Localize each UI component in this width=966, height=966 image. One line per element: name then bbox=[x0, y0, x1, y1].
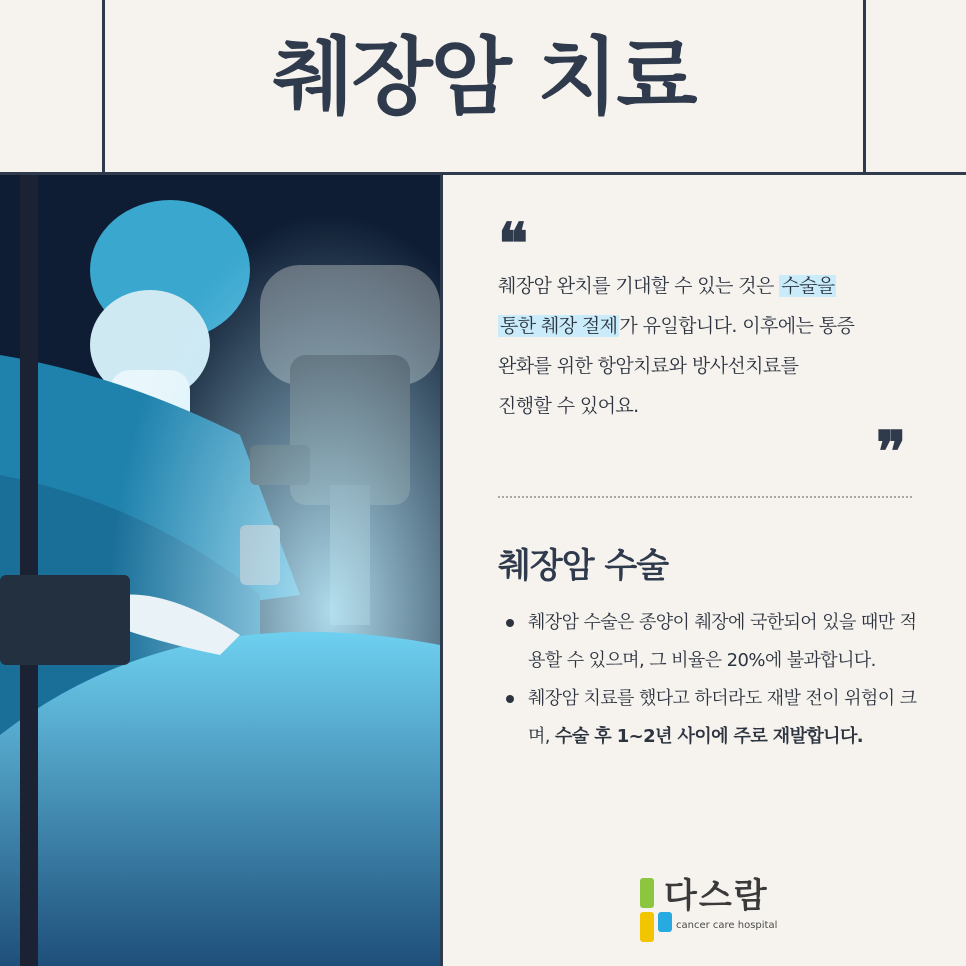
bullet-text: 췌장암 수술은 종양이 췌장에 국한되어 있을 때만 적용할 수 있으며, 그 비율은 20%에 불과합니다. bbox=[528, 612, 917, 671]
page-title: 췌장암 치료 bbox=[272, 28, 696, 126]
dotted-divider bbox=[498, 496, 912, 498]
surgery-illustration bbox=[0, 175, 440, 966]
quote-line3: 완화를 위한 항암치료와 방사선치료를 bbox=[498, 355, 799, 377]
list-item bbox=[498, 604, 918, 680]
bullet-icon bbox=[506, 619, 514, 627]
close-quote-icon: ❞ bbox=[876, 419, 907, 485]
bullet-text-bold: 수술 후 1~2년 사이에 주로 재발합니다. bbox=[555, 726, 863, 747]
list-item bbox=[498, 680, 918, 756]
logo-tagline: cancer care hospital bbox=[676, 920, 778, 931]
hospital-logo bbox=[640, 876, 800, 946]
quote-line1-pre: 췌장암 완치를 기대할 수 있는 것은 bbox=[498, 275, 780, 297]
quote-highlight-1: 수술을 bbox=[781, 275, 835, 297]
logo-mark-yellow bbox=[640, 912, 654, 942]
bullet-icon bbox=[506, 695, 514, 703]
logo-name: 다스람 bbox=[664, 876, 769, 916]
bullet-list bbox=[498, 604, 918, 756]
section-title: 췌장암 수술 bbox=[498, 546, 669, 586]
photo-divider bbox=[440, 175, 443, 966]
quote-line4: 진행할 수 있어요. bbox=[498, 395, 639, 417]
quote-highlight-2: 통한 췌장 절제 bbox=[500, 315, 618, 337]
header bbox=[0, 0, 966, 175]
bullet-text: 췌장암 치료를 했다고 하더라도 재발 전이 위험이 크며, bbox=[528, 688, 917, 747]
header-divider-right bbox=[863, 0, 866, 172]
open-quote-icon: ❝ bbox=[498, 211, 529, 277]
surgery-photo bbox=[0, 175, 440, 966]
quote-text bbox=[498, 266, 918, 426]
logo-mark-green bbox=[640, 878, 654, 908]
quote-line2-post: 가 유일합니다. 이후에는 통증 bbox=[619, 315, 855, 337]
